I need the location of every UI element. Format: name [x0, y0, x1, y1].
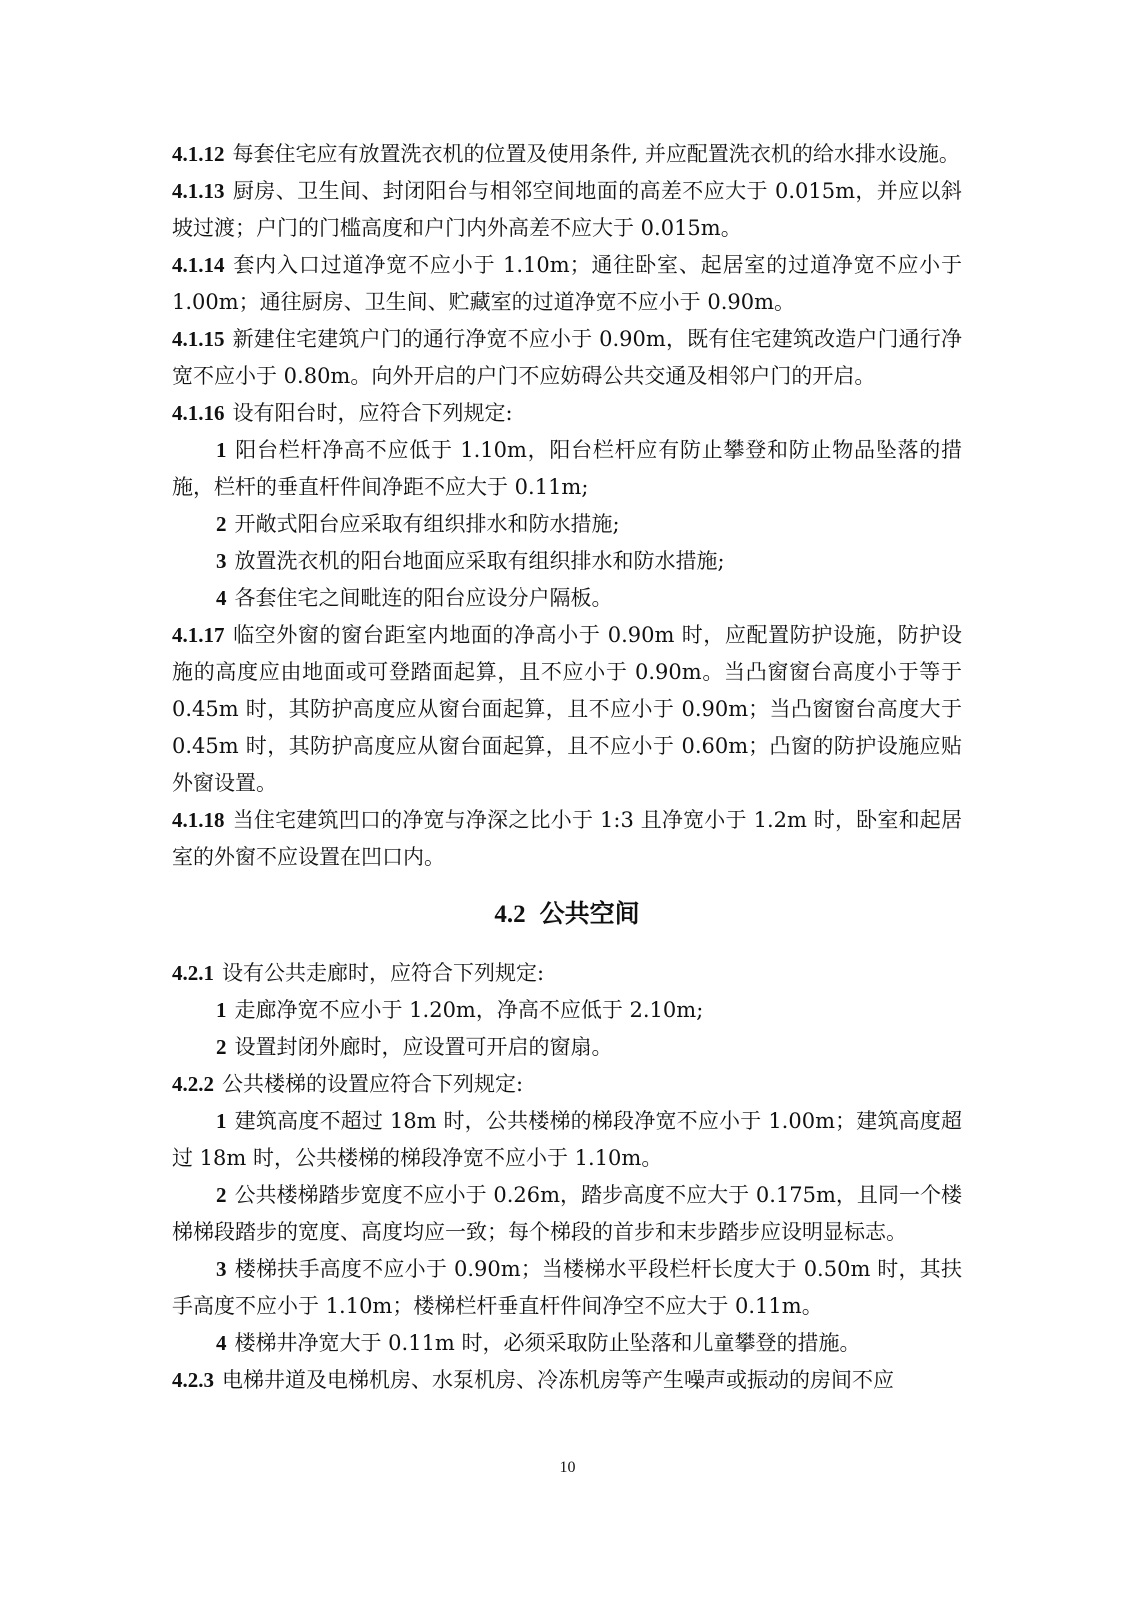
item-text: 楼梯扶手高度不应小于 0.90m；当楼梯水平段栏杆长度大于 0.50m 时，其扶手高度不应小于 1.10m；楼梯栏杆垂直杆件间净空不应大于 0.11m。 — [172, 1257, 962, 1318]
item-number: 3 — [216, 1257, 227, 1281]
item-number: 4 — [216, 586, 227, 610]
clause-text: 设有公共走廊时，应符合下列规定: — [222, 961, 545, 985]
section-title: 公共空间 — [539, 899, 640, 928]
item-number: 2 — [216, 512, 227, 536]
clause-number: 4.1.14 — [172, 253, 225, 277]
list-item — [172, 432, 962, 506]
item-text: 楼梯井净宽大于 0.11m 时，必须采取防止坠落和儿童攀登的措施。 — [234, 1331, 861, 1355]
item-number: 2 — [216, 1183, 227, 1207]
list-item — [172, 1251, 962, 1325]
clause-4-1-13 — [172, 173, 962, 247]
clause-4-2-1 — [172, 955, 962, 992]
clause-text: 每套住宅应有放置洗衣机的位置及使用条件, 并应配置洗衣机的给水排水设施。 — [232, 142, 960, 166]
clause-4-1-18 — [172, 802, 962, 876]
item-text: 设置封闭外廊时，应设置可开启的窗扇。 — [234, 1035, 613, 1059]
list-item — [172, 543, 962, 580]
item-number: 1 — [216, 1109, 227, 1133]
item-number: 1 — [216, 438, 227, 462]
clause-4-1-12 — [172, 136, 962, 173]
list-item — [172, 506, 962, 543]
page-content — [172, 136, 962, 1399]
clause-text: 设有阳台时，应符合下列规定: — [232, 401, 513, 425]
clause-4-1-17 — [172, 617, 962, 802]
item-text: 开敞式阳台应采取有组织排水和防水措施; — [234, 512, 620, 536]
item-text: 走廊净宽不应小于 1.20m，净高不应低于 2.10m; — [234, 998, 704, 1022]
item-number: 4 — [216, 1331, 227, 1355]
clause-number: 4.1.12 — [172, 142, 225, 166]
item-text: 阳台栏杆净高不应低于 1.10m，阳台栏杆应有防止攀登和防止物品坠落的措施，栏杆的垂直杆件间净距不应大于 0.11m; — [172, 438, 962, 499]
item-text: 放置洗衣机的阳台地面应采取有组织排水和防水措施; — [234, 549, 725, 573]
clause-4-1-16 — [172, 395, 962, 432]
clause-number: 4.2.1 — [172, 961, 214, 985]
clause-number: 4.1.13 — [172, 179, 225, 203]
item-text: 公共楼梯踏步宽度不应小于 0.26m，踏步高度不应大于 0.175m，且同一个楼梯梯段踏步的宽度、高度均应一致；每个梯段的首步和末步踏步应设明显标志。 — [172, 1183, 962, 1244]
list-item — [172, 1177, 962, 1251]
item-text: 各套住宅之间毗连的阳台应设分户隔板。 — [234, 586, 613, 610]
clause-number: 4.1.16 — [172, 401, 225, 425]
clause-number: 4.2.2 — [172, 1072, 214, 1096]
clause-text: 套内入口过道净宽不应小于 1.10m；通往卧室、起居室的过道净宽不应小于 1.00m；通往厨房、卫生间、贮藏室的过道净宽不应小于 0.90m。 — [172, 253, 962, 314]
clause-text: 新建住宅建筑户门的通行净宽不应小于 0.90m，既有住宅建筑改造户门通行净宽不应小于 0.80m。向外开启的户门不应妨碍公共交通及相邻户门的开启。 — [172, 327, 962, 388]
list-item — [172, 992, 962, 1029]
clause-text: 厨房、卫生间、封闭阳台与相邻空间地面的高差不应大于 0.015m，并应以斜坡过渡；户门的门槛高度和户门内外高差不应大于 0.015m。 — [172, 179, 962, 240]
clause-text: 当住宅建筑凹口的净宽与净深之比小于 1:3 且净宽小于 1.2m 时，卧室和起居室的外窗不应设置在凹口内。 — [172, 808, 962, 869]
clause-4-1-14 — [172, 247, 962, 321]
section-heading — [172, 894, 962, 935]
clause-4-1-15 — [172, 321, 962, 395]
item-text: 建筑高度不超过 18m 时，公共楼梯的梯段净宽不应小于 1.00m；建筑高度超过 18m 时，公共楼梯的梯段净宽不应小于 1.10m。 — [172, 1109, 962, 1170]
item-number: 2 — [216, 1035, 227, 1059]
clause-text: 电梯井道及电梯机房、水泵机房、冷冻机房等产生噪声或振动的房间不应 — [222, 1368, 894, 1392]
clause-4-2-2 — [172, 1066, 962, 1103]
section-number: 4.2 — [494, 901, 526, 928]
clause-number: 4.1.17 — [172, 623, 225, 647]
list-item — [172, 1029, 962, 1066]
clause-text: 公共楼梯的设置应符合下列规定: — [222, 1072, 524, 1096]
clause-number: 4.1.15 — [172, 327, 225, 351]
list-item — [172, 580, 962, 617]
list-item — [172, 1325, 962, 1362]
clause-number: 4.1.18 — [172, 808, 225, 832]
list-item — [172, 1103, 962, 1177]
clause-text: 临空外窗的窗台距室内地面的净高小于 0.90m 时，应配置防护设施，防护设施的高度应由地面或可登踏面起算，且不应小于 0.90m。当凸窗窗台高度小于等于 0.45m 时，其防护高度应从窗台面起算，且不应小于 0.90m；当凸窗窗台高度大于 0.45m 时，其防护高度应从窗台面起算，且不应小于 0.60m；凸窗的防护设施应贴外窗设置。 — [172, 623, 962, 795]
clause-4-2-3 — [172, 1362, 962, 1399]
item-number: 1 — [216, 998, 227, 1022]
clause-number: 4.2.3 — [172, 1368, 214, 1392]
item-number: 3 — [216, 549, 227, 573]
page-number: 10 — [559, 1459, 576, 1476]
